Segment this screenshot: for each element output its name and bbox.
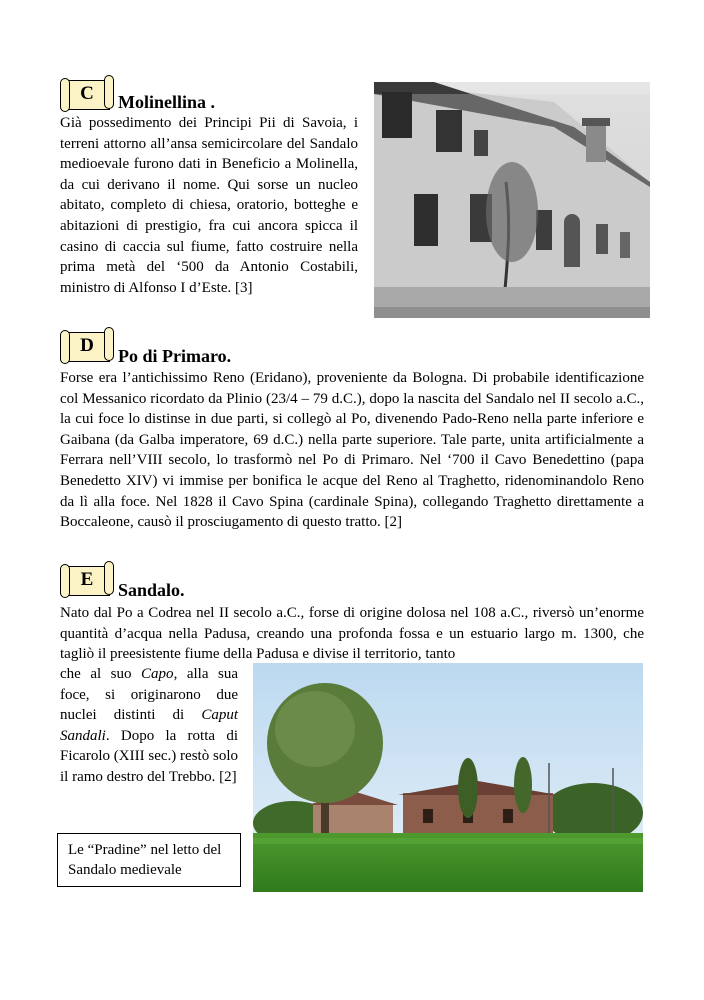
section-e-text-part: che al suo [60, 666, 142, 682]
section-e-text-part: , alla sua foce, si originarono due nuclei distinti di [60, 666, 238, 724]
section-e-title: Sandalo. [118, 580, 185, 600]
pradine-landscape-photo [253, 663, 643, 892]
section-e-text-part: . Dopo la rotta di Ficarolo (XIII sec.) restò solo il ramo destro del Trebbo. [2] [60, 727, 238, 785]
section-e-letter: E [80, 569, 94, 590]
section-e-caput-sandali: Caput Sandali [60, 707, 238, 744]
section-e-text-narrow [60, 664, 238, 788]
molinellina-villa-photo [374, 82, 650, 318]
section-e-marker [64, 566, 110, 596]
section-c-marker [64, 80, 110, 110]
section-d-letter: D [80, 335, 94, 356]
section-c-letter: C [80, 83, 94, 104]
section-d-marker [64, 332, 110, 362]
section-c-text: Già possedimento dei Principi Pii di Savoia, i terreni attorno all’ansa semicircolare del Sandalo medioevale furono dati in Beneficio a Molinella, da cui derivano il nome. Qui sorse un nucleo abitato, completo di chiesa, oratorio, botteghe e abitazioni di prestigio, fra cui ancora spicca il casino di caccia sul fiume, fatto costruire nella prima metà del ‘500 da Antonio Costabili, ministro di Alfonso I d’Este. [3] [60, 115, 358, 296]
section-d-text: Forse era l’antichissimo Reno (Eridano), proveniente da Bologna. Di probabile identificazione col Messanico ricordato da Plinio (23/4 – 79 d.C.), dopo la nascita del Sandalo nel II secolo a.C., la cui foce lo distinse in due parti, si collegò al Po, divenendo Pado-Reno nella parte inferiore e Gaibana (da Galba imperatore, 69 d.C.) nella parte superiore. Tale parte, unita artificialmente a Ferrara nell’VIII secolo, lo trasformò nel Po di Primaro. Nel ‘700 il Cavo Benedettino (papa Benedetto XIV) vi immise per bonifica le acque del Reno al Traghetto, ridenominandolo Reno da lì alla foce. Nel 1828 il Cavo Spina (cardinale Spina), collegando Traghetto direttamente a Boccaleone, causò il prosciugamento di questo tratto. [2] [60, 370, 644, 531]
pradine-caption: Le “Pradine” nel letto del Sandalo medievale [57, 833, 241, 887]
section-e-capo: Capo [141, 666, 174, 682]
section-c-title: Molinellina . [118, 92, 216, 112]
section-d-title: Po di Primaro. [118, 346, 232, 366]
section-e-text-full: Nato dal Po a Codrea nel II secolo a.C., forse di origine dolosa nel 108 a.C., riversò un’enorme quantità d’acqua nella Padusa, creando una profonda fossa e un estuario largo m. 1300, che tagliò il preesistente fiume della Padusa e divise il territorio, tanto [60, 605, 644, 663]
